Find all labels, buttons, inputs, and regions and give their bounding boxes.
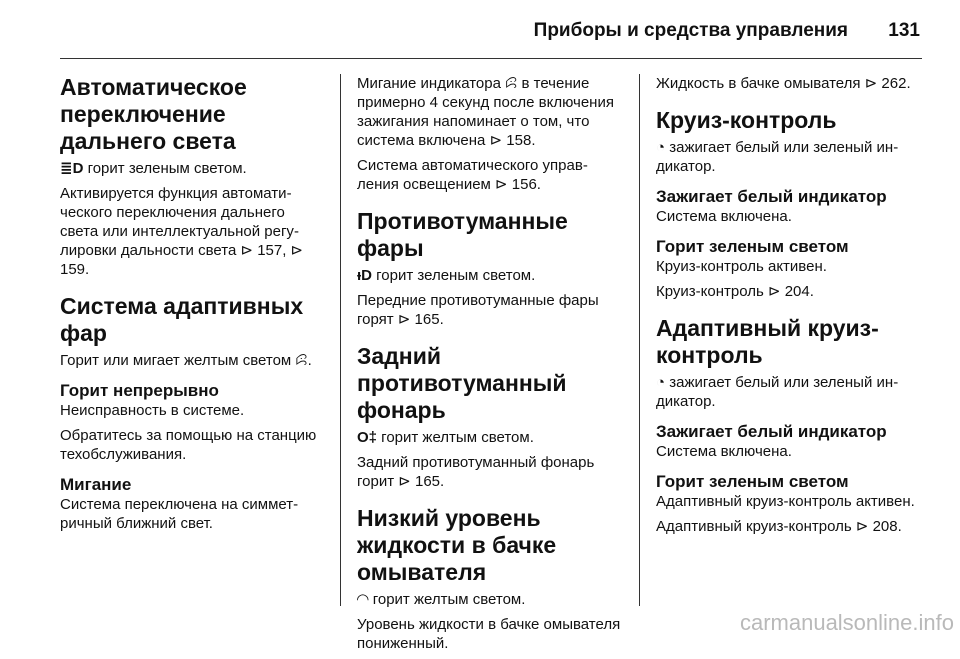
- white-indicator-1-desc: Система включена.: [656, 208, 792, 225]
- heading-washer-fluid: Низкий уровень жидкости в бачке омывателя: [357, 505, 557, 585]
- column-2: [357, 74, 623, 659]
- auto-high-beam-status-text: горит зеленым светом.: [83, 160, 247, 177]
- heading-fog-lights: Противотуманные фары: [357, 208, 568, 261]
- adaptive-lights-desc: Горит или мигает желтым светом ꕸ.: [60, 352, 312, 369]
- heading-adaptive-cruise: Адаптивный круиз-контроль: [656, 315, 879, 368]
- cruise-status: [656, 138, 926, 176]
- column-divider-2: [639, 74, 640, 606]
- heading-blinking: Мигание: [60, 475, 132, 494]
- heading-rear-fog-light: Задний противотуманный фонарь: [357, 343, 567, 423]
- heading-green-2: Горит зеленым светом: [656, 472, 849, 491]
- steady-desc-2: Обратитесь за помощью на станцию техобслуживания.: [60, 427, 317, 463]
- fog-lights-status-text: горит зеленым светом.: [372, 267, 536, 284]
- column-1: [60, 74, 326, 539]
- auto-light-control-ref: Система автоматического управления освещением ⊳ 156.: [357, 157, 588, 193]
- heading-steady: Горит непрерывно: [60, 381, 219, 400]
- washer-fluid-desc: Уровень жидкости в бачке омывателя пониженный.: [357, 616, 621, 652]
- cruise-control-icon: ◔: [656, 139, 666, 156]
- white-indicator-2-desc: Система включена.: [656, 443, 792, 460]
- rear-fog-desc: Задний противотуманный фонарь горит ⊳ 165.: [357, 454, 595, 490]
- page-number: 131: [888, 20, 920, 41]
- steady-desc-1: Неисправность в системе.: [60, 402, 245, 419]
- green-1-desc-1: Круиз-контроль активен.: [656, 258, 827, 275]
- rear-fog-status: [357, 428, 623, 447]
- column-3: [656, 74, 926, 542]
- washer-fluid-ref: Жидкость в бачке омывателя ⊳ 262.: [656, 75, 911, 92]
- fog-light-icon: ᵻD: [357, 267, 372, 284]
- watermark: carmanualsonline.info: [739, 610, 954, 635]
- washer-fluid-status-text: горит желтым светом.: [368, 591, 526, 608]
- heading-white-indicator-2: Зажигает белый индикатор: [656, 422, 887, 441]
- blink-reminder-desc: Мигание индикатора ꕸ в течение примерно 4 секунд после включения зажигания напоминает о том, что система включена ⊳ 158.: [357, 75, 614, 149]
- page-title: Приборы и средства управления: [533, 20, 848, 41]
- washer-fluid-status: [357, 590, 623, 609]
- fog-lights-status: [357, 266, 623, 285]
- heading-white-indicator-1: Зажигает белый индикатор: [656, 187, 887, 206]
- heading-adaptive-lights: Система адаптивных фар: [60, 293, 304, 346]
- green-2-desc-1: Адаптивный круиз-контроль активен.: [656, 493, 915, 510]
- rear-fog-status-text: горит желтым светом.: [377, 429, 534, 446]
- page-header: [0, 0, 960, 62]
- green-2-desc-2: Адаптивный круиз-контроль ⊳ 208.: [656, 518, 902, 535]
- rear-fog-light-icon: O‡: [357, 429, 378, 446]
- column-divider-1: [340, 74, 341, 606]
- heading-auto-high-beam: Автоматическое переключение дальнего света: [60, 74, 247, 154]
- acc-status: [656, 373, 926, 411]
- washer-fluid-icon: ◠: [357, 591, 369, 608]
- blinking-desc: Система переключена на симметричный ближний свет.: [60, 496, 299, 532]
- acc-status-text: зажигает белый или зеленый индикатор.: [656, 374, 899, 410]
- heading-green-1: Горит зеленым светом: [656, 237, 849, 256]
- green-1-desc-2: Круиз-контроль ⊳ 204.: [656, 283, 814, 300]
- adaptive-cruise-icon: ◔: [656, 374, 666, 391]
- header-divider: [60, 58, 922, 59]
- auto-high-beam-status: [60, 159, 326, 178]
- cruise-status-text: зажигает белый или зеленый индикатор.: [656, 139, 899, 175]
- auto-high-beam-desc: Активируется функция автоматического переключения дальнего света или интеллектуальной регулировки дальности света ⊳ 157, ⊳ 159.: [60, 185, 304, 278]
- heading-cruise-control: Круиз-контроль: [656, 107, 837, 133]
- high-beam-icon: ≣D: [60, 160, 84, 177]
- fog-lights-desc: Передние противотуманные фары горят ⊳ 165.: [357, 292, 599, 328]
